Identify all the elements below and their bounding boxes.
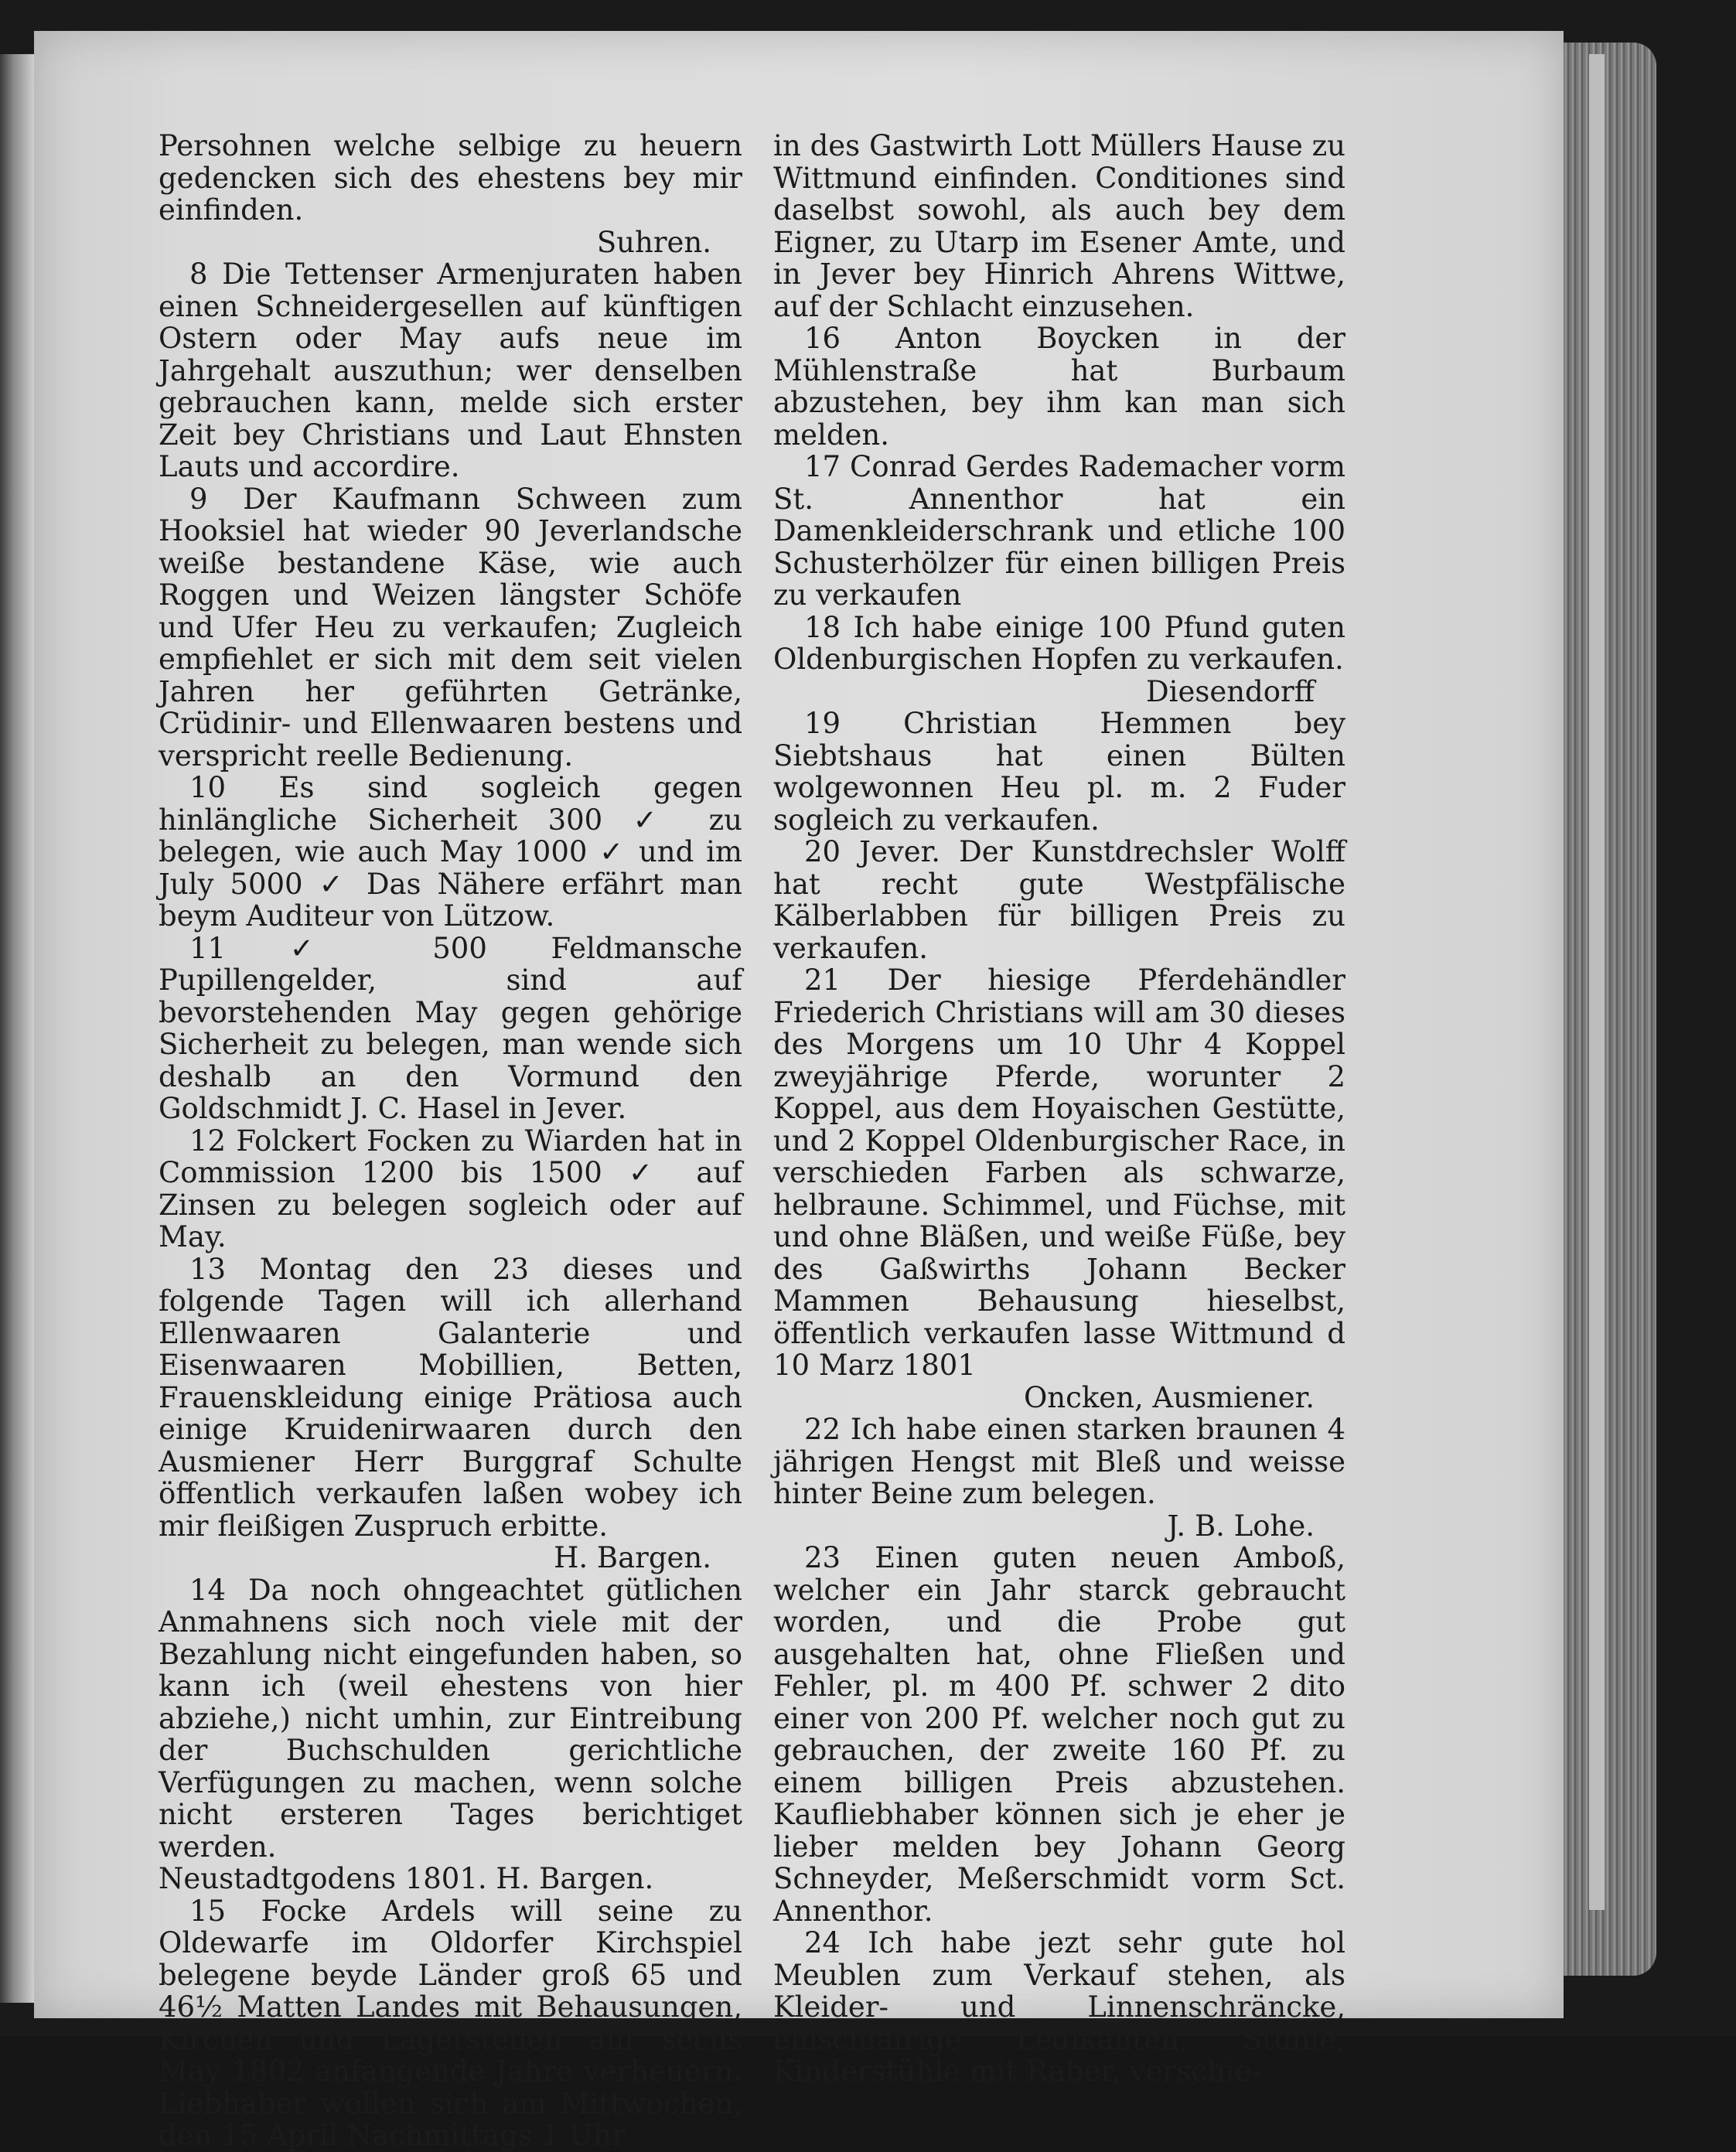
ad-8: 8 Die Tettenser Armenjuraten haben einen Schneidergesellen auf künftigen Ostern oder May aufs neue im Jahrgehalt auszuthun; wer denselben gebrauchen kann, melde sich erster Zeit bey Christians und Laut Ehnsten Lauts und accordire. [159,257,742,483]
ad-prev-signature: Suhren. [596,225,711,259]
right-column [773,130,1345,2088]
ad-20: 20 Jever. Der Kunstdrechsler Wolff hat recht gute Westpfälische Kälberlabben für billigen Preis zu verkaufen. [773,835,1345,965]
ad-19: 19 Christian Hemmen bey Siebtshaus hat einen Bülten wolgewonnen Heu pl. m. 2 Fuder sogleich zu verkaufen. [773,707,1345,837]
ad-12: 12 Folckert Focken zu Wiarden hat in Commission 1200 bis 1500 ✓ auf Zinsen zu belegen sogleich oder auf May. [159,1124,742,1253]
ad-14-signature: Neustadtgodens 1801. H. Bargen. [159,1862,654,1895]
ad-17: 17 Conrad Gerdes Rademacher vorm St. Annenthor hat ein Damenkleiderschrank und etliche 100 Schusterhölzer für einen billigen Preis zu verkaufen [773,450,1345,612]
ad-15-continued: in des Gastwirth Lott Müllers Hause zu Wittmund einfinden. Conditiones sind daselbst sowohl, als auch bey dem Eigner, zu Utarp im Esener Amte, und in Jever bey Hinrich Ahrens Wittwe, auf der Schlacht einzusehen. [773,129,1345,323]
ad-22: 22 Ich habe einen starken braunen 4 jährigen Hengst mit Bleß und weisse hinter Beine zum belegen. [773,1413,1345,1510]
ad-prev-end: Persohnen welche selbige zu heuern gedencken sich des ehestens bey mir einfinden. [159,129,742,227]
ad-13-signature: H. Bargen. [554,1541,711,1574]
book-edge-inner [1589,54,1605,1910]
left-page-edge [0,54,36,2003]
ad-16: 16 Anton Boycken in der Mühlenstraße hat Burbaum abzustehen, bey ihm kan man sich melden. [773,322,1345,452]
ad-9: 9 Der Kaufmann Schween zum Hooksiel hat wieder 90 Jeverlandsche weiße bestandene Käse, wie auch Roggen und Weizen längster Schöfe und Ufer Heu zu verkaufen; Zugleich empfiehlet er sich mit dem seit vielen Jahren her geführten Getränke, Crüdinir- und Ellenwaaren bestens und verspricht reelle Bedienung. [159,482,742,772]
ad-22-signature: J. B. Lohe. [1167,1509,1315,1543]
ad-18: 18 Ich habe einige 100 Pfund guten Oldenburgischen Hopfen zu verkaufen. [773,610,1345,676]
book-edge [1564,43,1656,1976]
ad-15: 15 Focke Ardels will seine zu Oldewarfe im Oldorfer Kirchspiel belegene beyde Länder groß 65 und 46½ Matten Landes mit Behausungen, Kirchen und Lägerstellen auf sechs May 1802 anfangende Jahre verheuern. Liebhaber wollen sich am Mittwochen, den 15 April Nachmittags 1 Uhr [159,1894,742,2152]
ad-13: 13 Montag den 23 dieses und folgende Tagen will ich allerhand Ellenwaaren Galanterie und Eisenwaaren Mobillien, Betten, Frauenskleidung einige Prätiosa auch einige Kruidenirwaaren durch den Ausmiener Herr Burggraf Schulte öffentlich verkaufen laßen wobey ich mir fleißigen Zuspruch erbitte. [159,1252,742,1543]
ad-24: 24 Ich habe jezt sehr gute hol Meublen zum Verkauf stehen, als Kleider- und Linnenschräncke, einschläfrige Ledikanten, Stühle, Kinderstühle mit Raber, verschie- [773,1926,1345,2088]
left-column [159,130,742,2152]
ad-23: 23 Einen guten neuen Amboß, welcher ein Jahr starck gebraucht worden, und die Probe gut ausgehalten hat, ohne Fließen und Fehler, pl. m 400 Pf. schwer 2 dito einer von 200 Pf. welcher noch gut zu gebrauchen, der zweite 160 Pf. zu einem billigen Preis abzustehen. Kaufliebhaber können sich je eher je lieber melden bey Johann Georg Schneyder, Meßerschmidt vorm Sct. Annenthor. [773,1541,1345,1928]
ad-11: 11 ✓ 500 Feldmansche Pupillengelder, sind auf bevorstehenden May gegen gehörige Sicherheit zu belegen, man wende sich deshalb an den Vormund den Goldschmidt J. C. Hasel in Jever. [159,931,742,1125]
ad-10: 10 Es sind sogleich gegen hinlängliche Sicherheit 300 ✓ zu belegen, wie auch May 1000 ✓ und im July 5000 ✓ Das Nähere erfährt man beym Auditeur von Lützow. [159,771,742,933]
ad-14: 14 Da noch ohngeachtet gütlichen Anmahnens sich noch viele mit der Bezahlung nicht eingefunden haben, so kann ich (weil ehestens von hier abziehe,) nicht umhin, zur Eintreibung der Buchschulden gerichtliche Verfügungen zu machen, wenn solche nicht ersteren Tages berichtiget werden. [159,1573,742,1864]
ad-18-signature: Diesendorff [1145,674,1315,708]
ad-21-signature: Oncken, Ausmiener. [1023,1380,1315,1414]
ad-21: 21 Der hiesige Pferdehändler Friederich Christians will am 30 dieses des Morgens um 10 Uhr 4 Koppel zweyjährige Pferde, worunter 2 Koppel, aus dem Hoyaischen Gestütte, und 2 Koppel Oldenburgischer Race, in verschieden Farben als schwarze, helbraune. Schimmel, und Füchse, mit und ohne Bläßen, und weiße Füße, bey des Gaßwirths Johann Becker Mammen Behausung hieselbst, öffentlich verkaufen lasse Wittmund d 10 Marz 1801 [773,963,1345,1382]
